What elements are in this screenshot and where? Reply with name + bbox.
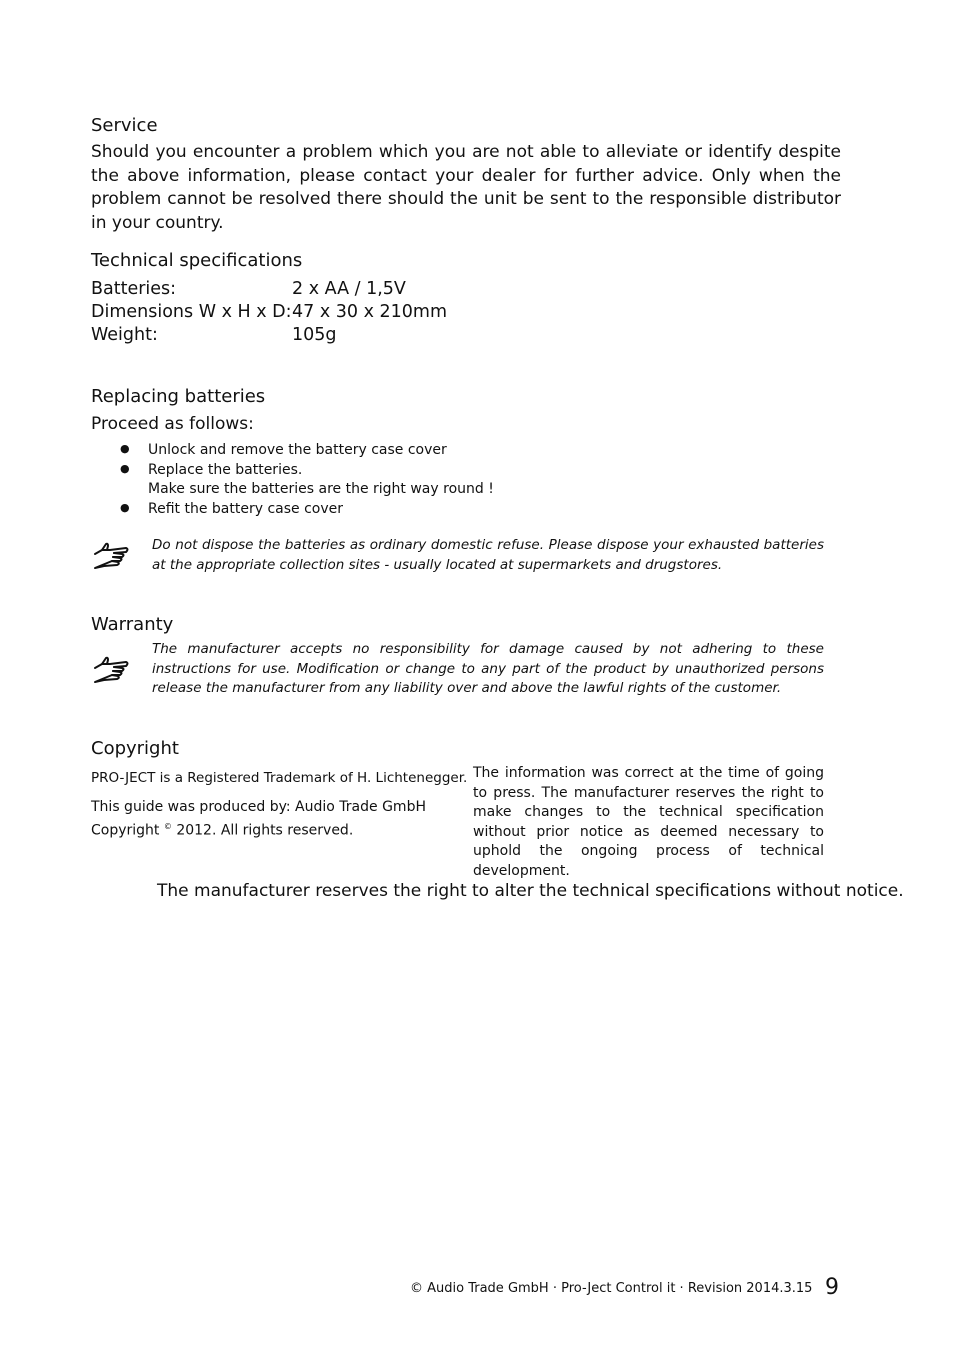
spec-value-dimensions: 47 x 30 x 210mm [292, 302, 447, 322]
batteries-heading: Replacing batteries [91, 386, 266, 407]
spec-value-weight: 105g [292, 325, 337, 345]
copyright-symbol: © [163, 822, 172, 831]
spec-value-batteries: 2 x AA / 1,5V [292, 279, 406, 299]
service-text: Should you encounter a problem which you are not able to alleviate or identify despite the above information, please contact your dealer for further advice. Only when the problem cannot be resolved there should the unit be sent to the responsible distributor in your country. [91, 142, 841, 233]
copyright-heading: Copyright [91, 738, 179, 759]
battery-step-2: Replace the batteries. [148, 462, 303, 478]
trademark-text: PRO-JECT is a Registered Trademark of H. Lichtenegger. [91, 770, 468, 786]
battery-step-1: Unlock and remove the battery case cover [148, 442, 447, 458]
bullet-dot: ● [120, 501, 130, 514]
bullet-dot: ● [120, 442, 130, 455]
battery-step-2-note: Make sure the batteries are the right way round ! [148, 481, 494, 497]
page-number: 9 [825, 1275, 839, 1300]
copyright-rest: 2012. All rights reserved. [176, 822, 354, 839]
service-heading: Service [91, 115, 158, 136]
spec-label-batteries: Batteries: [91, 279, 177, 299]
bullet-dot: ● [120, 462, 130, 475]
produced-by-text: This guide was produced by: Audio Trade GmbH [91, 799, 426, 815]
warranty-notice: The manufacturer accepts no responsibility for damage caused by not adhering to these instructions for use. Modification or change to any part of the product by unauthorized persons release the manufacturer from any liability over and above the lawful rights of the customer. [152, 641, 824, 696]
reserve-notice: The manufacturer reserves the right to alter the technical specifications without notice. [157, 881, 904, 901]
warranty-heading: Warranty [91, 614, 174, 635]
footer-text: © Audio Trade GmbH · Pro-Ject Control it · Revision 2014.3.15 [410, 1281, 813, 1296]
copyright-line [91, 817, 353, 841]
batteries-intro: Proceed as follows: [91, 414, 254, 434]
spec-label-weight: Weight: [91, 325, 158, 345]
spec-label-dimensions: Dimensions W x H x D: [91, 302, 292, 322]
batteries-notice: Do not dispose the batteries as ordinary domestic refuse. Please dispose your exhausted batteries at the appropriate collection sites - usually located at supermarkets and drugstores. [152, 537, 824, 573]
information-text: The information was correct at the time of going to press. The manufacturer reserves the right to make changes to the technical specification without prior notice as deemed necessary to uphold the ongoing process of technical development. [473, 765, 824, 879]
pointing-hand-icon [92, 654, 130, 686]
pointing-hand-icon [92, 540, 130, 572]
battery-step-3: Refit the battery case cover [148, 501, 343, 517]
tech-heading: Technical specifications [91, 250, 303, 271]
copyright-prefix: Copyright [91, 822, 160, 839]
